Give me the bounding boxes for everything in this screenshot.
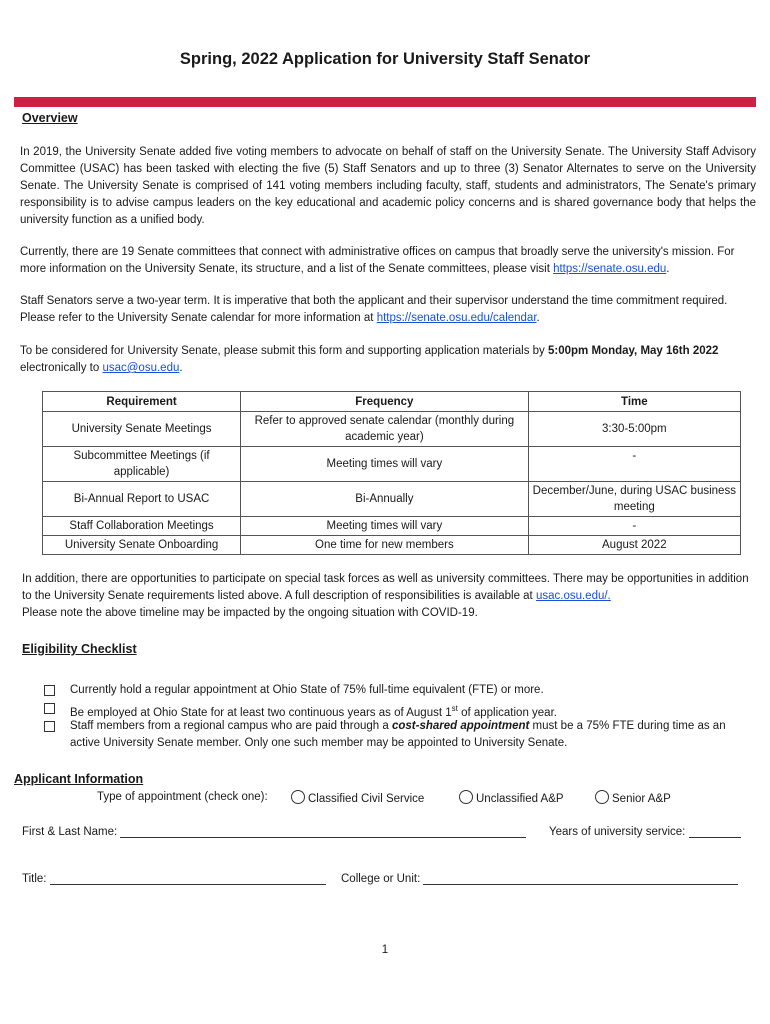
college-input-line[interactable] [423, 872, 738, 885]
requirements-table [42, 391, 741, 555]
table-row [43, 447, 741, 482]
header-time: Time [528, 392, 740, 412]
header-red-bar [14, 97, 756, 107]
senate-calendar-link[interactable]: https://senate.osu.edu/calendar [376, 312, 537, 324]
title-field-row [22, 872, 326, 885]
header-frequency: Frequency [241, 392, 529, 412]
senate-link[interactable]: https://senate.osu.edu [553, 263, 667, 275]
overview-paragraph-2: Currently, there are 19 Senate committees that connect with administrative offices on campus that broadly serve the university's mission. For more information on the University Senate, its structure, and a list of the Senate committees, please visit https://senate.osu.edu. [20, 246, 735, 275]
college-field-row [341, 872, 738, 885]
years-input-line[interactable] [689, 825, 741, 838]
header-requirement: Requirement [43, 392, 241, 412]
checklist-item: Be employed at Ohio State for at least two continuous years as of August 1st of application year. [44, 700, 754, 722]
checklist-item: Staff members from a regional campus who are paid through a cost-shared appointment must be a 75% FTE during time as an active University Senate member. Only one such member may be appointed to University Senate. [44, 718, 754, 752]
additional-info-paragraph: In addition, there are opportunities to participate on special task forces as well as university committees. There may be opportunities in addition to the University Senate requirements listed above. A full description of responsibilities is available at usac.osu.edu/. Please note the above timeline may be impacted by the ongoing situation with COVID-19. [22, 573, 749, 619]
radio-icon[interactable] [291, 790, 305, 804]
table-cell: 3:30-5:00pm [528, 412, 740, 447]
college-label: College or Unit: [341, 873, 421, 885]
table-cell: Staff Collaboration Meetings [43, 517, 241, 536]
deadline-text: 5:00pm Monday, May 16th 2022 [548, 345, 719, 357]
radio-icon[interactable] [595, 790, 609, 804]
applicant-info-heading: Applicant Information [14, 772, 144, 786]
table-row [43, 536, 741, 555]
table-header-row [43, 392, 741, 412]
overview-heading: Overview [22, 111, 78, 125]
page-title: Spring, 2022 Application for University Staff Senator [179, 50, 591, 68]
table-cell: - [528, 517, 740, 536]
radio-senior-ap[interactable]: Senior A&P [595, 790, 671, 805]
years-label: Years of university service: [549, 826, 686, 838]
radio-icon[interactable] [459, 790, 473, 804]
table-cell: University Senate Meetings [43, 412, 241, 447]
overview-paragraph-4: To be considered for University Senate, please submit this form and supporting application materials by 5:00pm Monday, May 16th 2022 electronically to usac@osu.edu. [20, 345, 719, 374]
radio-classified-civil-service[interactable]: Classified Civil Service [291, 790, 424, 805]
title-input-line[interactable] [50, 872, 326, 885]
table-cell: December/June, during USAC business meeting [528, 482, 740, 517]
table-cell: Bi-Annually [241, 482, 529, 517]
title-label: Title: [22, 873, 47, 885]
overview-paragraph-1: In 2019, the University Senate added five voting members to advocate on behalf of staff on the University Senate. The University Staff Advisory Committee (USAC) has been tasked with electing the five (5) Staff Senators and up to three (3) Senator Alternates to serve on the University Senate. The University Senate is comprised of 141 voting members including faculty, staff, students and administrators, The Senate's primary responsibility is to advise campus leaders on the key educational and academic policy concerns and is shared governance body that helps the university function as a unified body. [20, 146, 756, 226]
name-label: First & Last Name: [22, 826, 118, 838]
table-cell: One time for new members [241, 536, 529, 555]
table-cell: Meeting times will vary [241, 447, 529, 482]
table-cell: - [528, 447, 740, 482]
table-cell: Refer to approved senate calendar (monthly during academic year) [241, 412, 529, 447]
checklist-item: Currently hold a regular appointment at Ohio State of 75% full-time equivalent (FTE) or more. [44, 682, 754, 699]
usac-site-link[interactable]: usac.osu.edu/. [535, 590, 611, 602]
table-row [43, 482, 741, 517]
usac-email-link[interactable]: usac@osu.edu [102, 362, 180, 374]
eligibility-heading: Eligibility Checklist [22, 642, 137, 656]
checkbox-icon[interactable] [44, 685, 55, 696]
years-field-row [549, 825, 741, 838]
checkbox-icon[interactable] [44, 721, 55, 732]
table-row [43, 412, 741, 447]
table-cell: Bi-Annual Report to USAC [43, 482, 241, 517]
table-cell: August 2022 [528, 536, 740, 555]
table-row [43, 517, 741, 536]
name-input-line[interactable] [120, 825, 526, 838]
appointment-type-label: Type of appointment (check one): [97, 791, 268, 803]
page-number: 1 [381, 944, 389, 956]
checkbox-icon[interactable] [44, 703, 55, 714]
radio-unclassified-ap[interactable]: Unclassified A&P [459, 790, 564, 805]
table-cell: Subcommittee Meetings (if applicable) [43, 447, 241, 482]
table-cell: Meeting times will vary [241, 517, 529, 536]
overview-paragraph-3: Staff Senators serve a two-year term. It is imperative that both the applicant and their supervisor understand the time commitment required. Please refer to the University Senate calendar for more information at https://senate.osu.edu/calendar. [20, 295, 728, 324]
table-cell: University Senate Onboarding [43, 536, 241, 555]
name-field-row [22, 825, 526, 838]
